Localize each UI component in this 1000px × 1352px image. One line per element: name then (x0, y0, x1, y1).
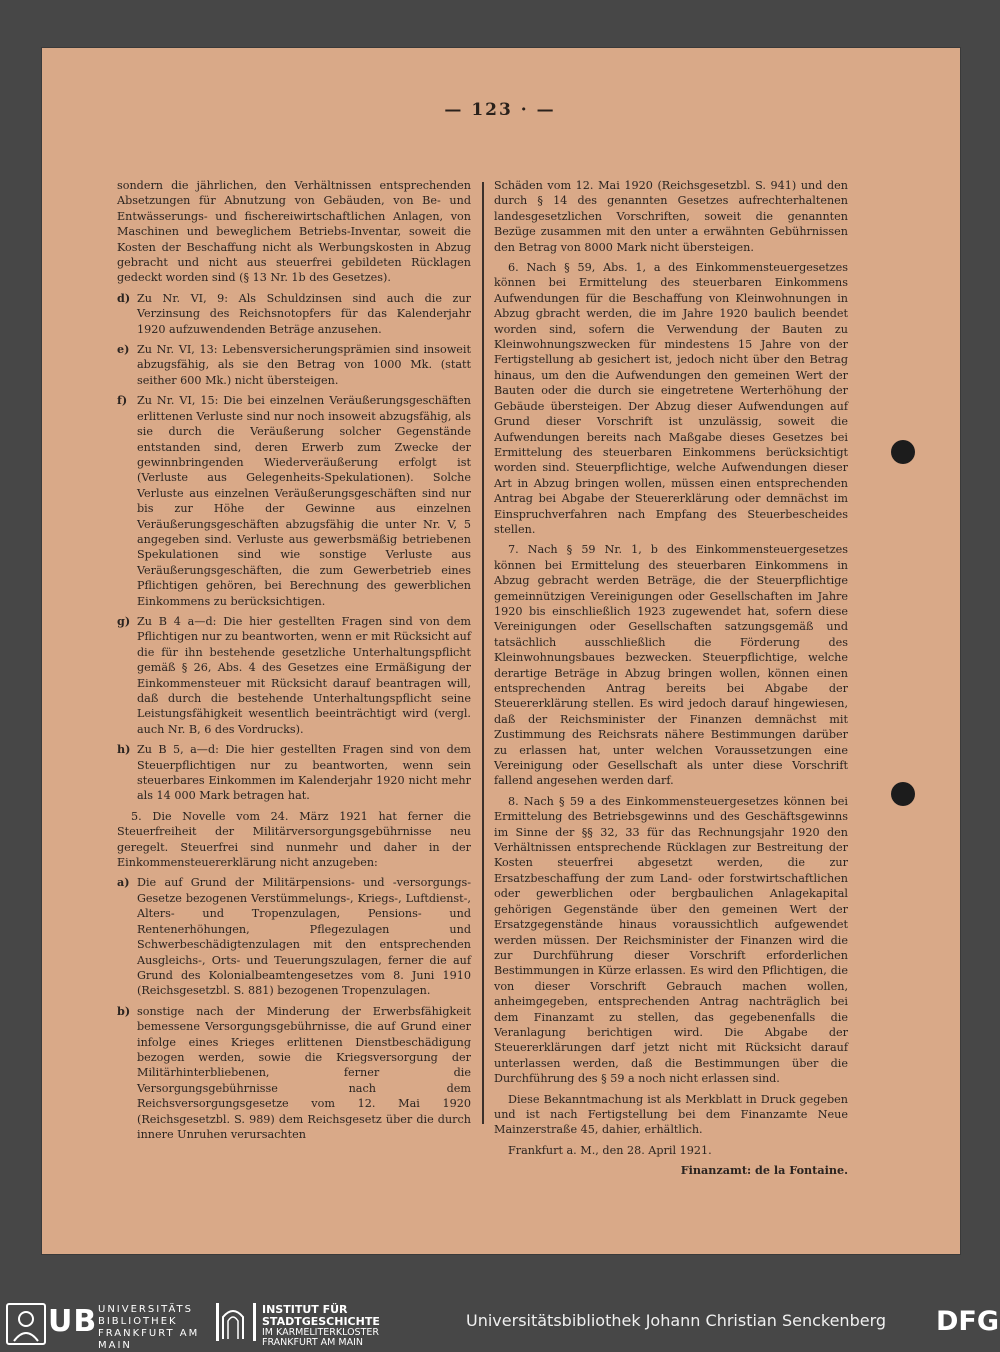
left-intro: sondern die jährlichen, den Verhältnissen entsprechenden Absetzungen für Abnutzung von Gebäuden, von Be- und Entwässerungs- und fischereiwirtschaftlichen Anlagen, von Maschinen und beweglichem Betriebs-Inventar, soweit die Kosten der Beschaffung nicht als Werbungskosten in Abzug gebracht und nicht aus steuerfrei gebildeten Rücklagen gedeckt worden sind (§ 13 Nr. 1b des Gesetzes). (117, 179, 471, 285)
list-item (117, 875, 471, 998)
list-item (117, 742, 471, 804)
section-5-intro: 5. Die Novelle vom 24. März 1921 hat ferner die Steuerfreiheit der Militärversorgungsgebührnisse neu geregelt. Steuerfrei sind nunmehr und daher in der Einkommensteuererklärung nicht anzugeben: (117, 809, 471, 870)
cloister-icon (216, 1303, 256, 1341)
ub-text (98, 1304, 206, 1352)
place-date: Frankfurt a. M., den 28. April 1921. (508, 1143, 712, 1157)
item-label: e) (117, 342, 130, 357)
paragraph-8: 8. Nach § 59 a des Einkommensteuergesetzes können bei Ermittelung des Betriebsgewinns und des Geschäftsgewinns im Sinne der §§ 32, 33 für das Rechnungsjahr 1920 den Verhältnissen entsprechende Rücklagen zur Bestreitung der Kosten steuerfrei abgesetzt werden, die zur Ersatzbeschaffung der zum Land- oder forstwirtschaftlichen oder gewerblichen oder bergbaulichen Anlagekapital gehörigen Gegenstände über den gemeinen Wert der Ersatzgegenstände hinaus voraussichtlich aufgewendet werden müssen. Der Reichsminister der Finanzen wird die zur Durchführung dieser Vorschrift erforderlichen Bestimmungen in Kürze erlassen. Es wird den Pflichtigen, die von dieser Vorschrift Gebrauch machen wollen, anheimgegeben, entsprechenden Antrag nachträglich bei dem Finanzamt zu stellen, das gegebenenfalls die Veranlagung berichtigen wird. Die Abgabe der Steuererklärungen darf jetzt nicht mit Rücksicht darauf unterlassen werden, daß die Bestimmungen über die Durchführung des § 59 a noch nicht erlassen sind. (494, 794, 848, 1086)
isg-logo[interactable] (216, 1301, 436, 1348)
isg-line-2: STADTGESCHICHTE (262, 1315, 380, 1328)
ub-line-3: FRANKFURT AM MAIN (98, 1328, 200, 1351)
page-number: — 123 · — (444, 100, 556, 120)
list-item (117, 1004, 471, 1143)
item-label: b) (117, 1003, 131, 1018)
list-item (117, 614, 471, 737)
ub-logo[interactable] (6, 1301, 206, 1351)
item-text: Zu B 4 a—d: Die hier gestellten Fragen sind von dem Pflichtigen nur zu beantworten, wenn er mit Rücksicht auf die für ihn bestehende gesetzliche Unterhaltungspflicht gemäß § 26, Abs. 4 des Gesetzes eine Ermäßigung der Einkommensteuer mit Rücksicht darauf beantragen will, daß durch die bestehende Unterhaltungspflicht seine Leistungsfähigkeit wesentlich beeinträchtigt wird (vergl. auch Nr. B, 6 des Vordrucks). (137, 614, 471, 736)
list-item (117, 342, 471, 388)
left-column (117, 178, 471, 1147)
isg-line-3: IM KARMELITERKLOSTER (262, 1327, 379, 1338)
dfg-logo[interactable]: DFG (936, 1306, 1000, 1337)
item-label: g) (117, 613, 131, 628)
right-continuation: Schäden vom 12. Mai 1920 (Reichsgesetzbl. S. 941) und den durch § 14 des genannten Gesetzes aufrechterhaltenen landesgesetzlichen Vorschriften, soweit die genannten Bezüge zusammen mit den unter a erwähnten Gebührnissen den Betrag von 8000 Mark nicht übersteigen. (494, 179, 848, 254)
item-label: d) (117, 290, 131, 305)
item-text: Zu Nr. VI, 13: Lebensversicherungsprämien sind insoweit abzugsfähig, als sie den Betrag von 1000 Mk. (statt seither 600 Mk.) nicht übersteigen. (137, 343, 471, 387)
isg-line-1: INSTITUT FÜR (262, 1303, 348, 1316)
isg-line-4: FRANKFURT AM MAIN (262, 1337, 363, 1348)
item-text: Zu B 5, a—d: Die hier gestellten Fragen sind von dem Steuerpflichtigen nur zu beantworten, wenn sein steuerbares Einkommen im Kalenderjahr 1920 nicht mehr als 14 000 Mark betragen hat. (137, 743, 471, 803)
list-item (117, 291, 471, 337)
footer-bar (0, 1297, 1000, 1351)
portrait-icon (6, 1303, 46, 1345)
punch-hole-lower (891, 782, 915, 806)
item-label: h) (117, 742, 131, 757)
paragraph-7: 7. Nach § 59 Nr. 1, b des Einkommensteuergesetzes können bei Ermittelung des steuerbaren Einkommens in Abzug gebracht werden Beträge, die der Steuerpflichtige gemeinnützigen Vereinigungen oder Gesellschaften im Jahre 1920 bis einschließlich 1923 zugewendet hat, sofern diese Vereinigungen oder Gesellschaften satzungsgemäß und tatsächlich ausschließlich die Förderung des Kleinwohnungsbaues bezwecken. Steuerpflichtige, welche derartige Beträge in Abzug bringen wollen, können einen entsprechenden Antrag bereits bei Abgabe der Steuererklärung stellen. Es wird jedoch darauf hingewiesen, daß der Reichsminister der Finanzen demnächst mit Zustimmung des Reichsrats nähere Bestimmungen darüber zu erlassen hat, unter welchen Voraussetzungen eine Vereinigung oder Gesellschaft als unter diese Vorschrift fallend angesehen werden darf. (494, 543, 848, 788)
isg-text (262, 1304, 380, 1348)
list-item (117, 393, 471, 609)
item-label: f) (117, 393, 128, 408)
item-text: Die auf Grund der Militärpensions- und -versorgungs-Gesetze bezogenen Verstümmelungs-, Kriegs-, Luftdienst-, Alters- und Tropenzulagen, Pensions- und Rentenerhöhungen, Pflegezulagen und Schwerbeschädigtenzulagen mit den entsprechenden Ausgleichs-, Orts- und Teuerungszulagen, ferner die auf Grund des Kolonialbeamtengesetzes vom 8. Juni 1910 (Reichsgesetzbl. S. 881) bezogenen Tropenzulagen. (137, 876, 471, 998)
item-text: sonstige nach der Minderung der Erwerbsfähigkeit bemessene Versorgungsgebührnisse, die auf Grund einer infolge eines Krieges erlittenen Dienstbeschädigung bezogen werden, sowie die Kriegsversorgung der Militärhinterbliebenen, ferner die Versorgungsgebührnisse nach dem Reichsversorgungsgesetze vom 12. Mai 1920 (Reichsgesetzbl. S. 989) dem Reichsgesetz über die durch innere Unruhen verursachten (137, 1004, 471, 1141)
item-text: Zu Nr. VI, 9: Als Schuldzinsen sind auch die zur Verzinsung des Reichsnotopfers für das Kalenderjahr 1920 aufzuwendenden Beträge anzusehen. (137, 291, 471, 336)
ub-line-2: BIBLIOTHEK (98, 1316, 178, 1327)
ub-line-1: UNIVERSITÄTS (98, 1304, 194, 1315)
right-column (494, 178, 848, 1184)
paragraph-6: 6. Nach § 59, Abs. 1, a des Einkommensteuergesetzes können bei Ermittelung des steuerbaren Einkommens Aufwendungen für die Beschaffung von Kleinwohnungen in Abzug gbracht werden, die im Jahre 1920 baulich beendet worden sind, sofern die Verwendung der Bauten zu Kleinwohnungszwecken für mindestens 15 Jahre von der Fertigstellung ab gesichert ist, jedoch nicht über den Betrag hinaus, um den die Aufwendungen den gemeinen Wert der Bauten oder die durch sie eingetretene Werterhöhung der Gebäude übersteigen. Der Abzug dieser Aufwendungen auf Grund dieser Vorschrift ist unzulässig, soweit die Aufwendungen bereits nach Maßgabe dieses Gesetzes bei Ermittelung des steuerbaren Einkommens berücksichtigt worden sind. Steuerpflichtige, welche Aufwendungen dieser Art in Abzug bringen wollen, müssen einen entsprechenden Antrag bei Abgabe der Steuererklärung oder demnächst im Einspruchverfahren nach Empfang des Steuerbescheides stellen. (494, 261, 848, 536)
column-divider (482, 182, 484, 1124)
closing-note: Diese Bekanntmachung ist als Merkblatt in Druck gegeben und ist nach Fertigstellung bei dem Finanzamte Neue Mainzerstraße 45, dahier, erhältlich. (494, 1092, 848, 1137)
punch-hole-upper (891, 440, 915, 464)
item-label: a) (117, 875, 130, 890)
item-text: Zu Nr. VI, 15: Die bei einzelnen Veräußerungsgeschäften erlittenen Verluste sind nur noch insoweit abzugsfähig, als sie durch die Veräußerung solcher Gegenstände entstanden sind, deren Erwerb zum Zwecke der gewinnbringenden Wiederveräußerung erfolgt ist (Verluste aus Gelegenheits-Spekulationen). Solche Verluste aus einzelnen Veräußerungsgeschäften sind nur bis zur Höhe der Gewinne aus einzelnen Veräußerungsgeschäften abzugsfähig die unter Nr. V, 5 angegeben sind. Verluste aus gewerbsmäßig betriebenen Spekulationen sind wie sonstige Verluste aus Veräußerungsgeschäften, die zum Gewerbetrieb eines Pflichtigen gehören, bei Berechnung des gewerblichen Einkommens zu berücksichtigen. (137, 394, 471, 608)
library-credit[interactable]: Universitätsbibliothek Johann Christian Senckenberg (466, 1311, 887, 1330)
ub-letters: UB (48, 1304, 98, 1339)
signature: Finanzamt: de la Fontaine. (680, 1163, 848, 1178)
